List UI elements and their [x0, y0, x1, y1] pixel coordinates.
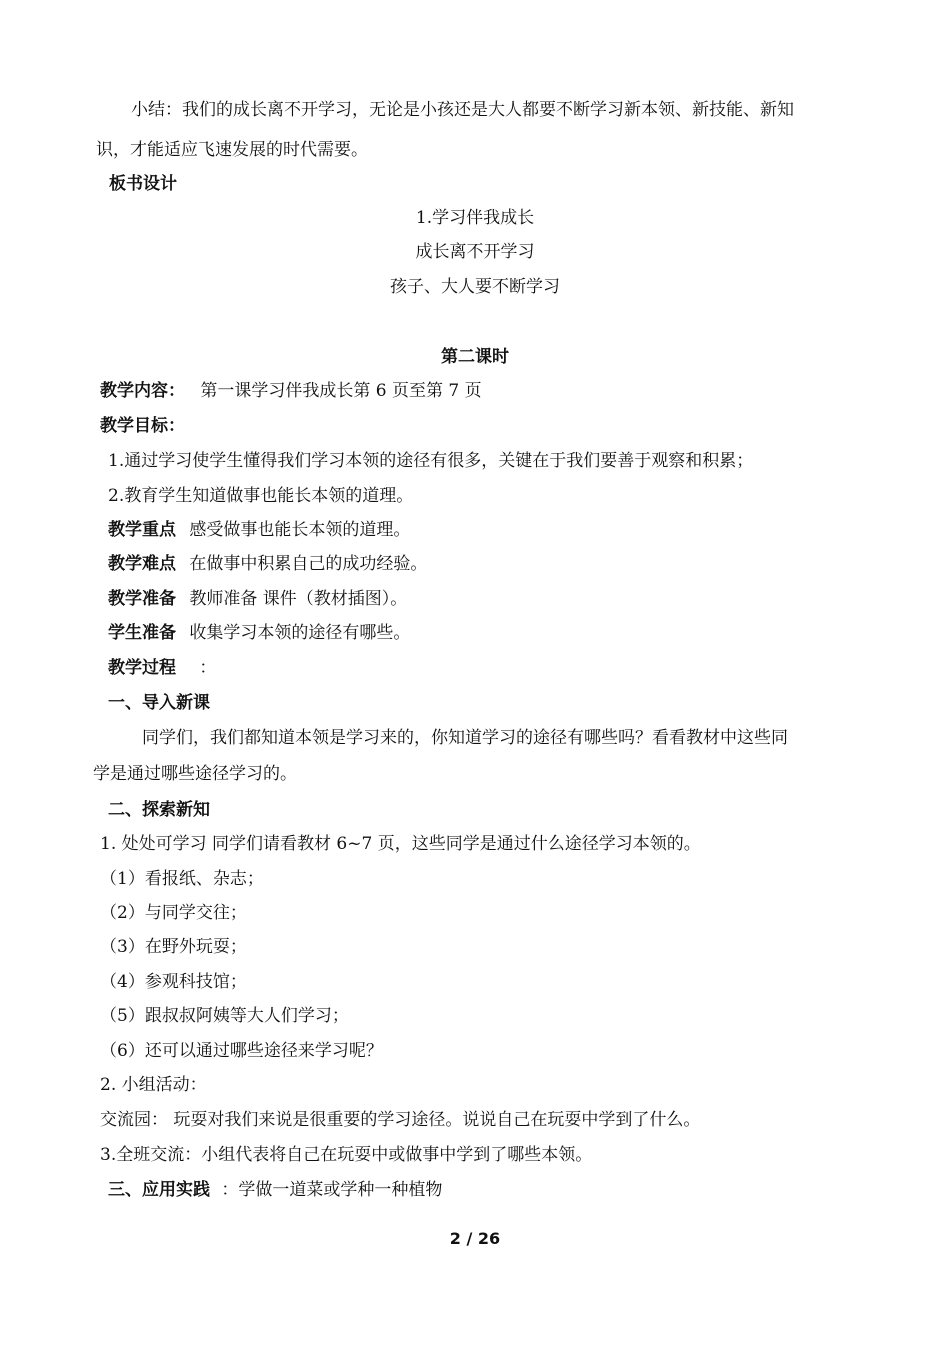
item-2: 2. 小组活动： — [100, 1075, 207, 1095]
difficulty-text: 在做事中积累自己的成功经验。 — [189, 554, 428, 574]
section-1-title: 一、导入新课 — [108, 693, 210, 713]
content-label: 教学内容： — [100, 381, 185, 401]
item-3: 3.全班交流：小组代表将自己在玩耍中或做事中学到了哪些本领。 — [100, 1145, 593, 1165]
section-3-text: ：学做一道菜或学种一种植物 — [221, 1180, 443, 1200]
key-row — [108, 519, 410, 541]
sub-item-6: （6）还可以通过哪些途径来学习呢？ — [100, 1041, 383, 1061]
sub-item-4: （4）参观科技馆； — [100, 972, 247, 992]
section-1-line-2: 学是通过哪些途径学习的。 — [93, 764, 297, 784]
student-prep-row — [108, 622, 410, 644]
prep-text: 教师准备 课件（教材插图）。 — [189, 589, 408, 609]
prep-row — [108, 588, 407, 610]
goals-label: 教学目标： — [100, 416, 185, 436]
content-text: 第一课学习伴我成长第 6 页至第 7 页 — [200, 381, 482, 401]
student-prep-text: 收集学习本领的途径有哪些。 — [189, 623, 411, 643]
section-1-line-1: 同学们，我们都知道本领是学习来的，你知道学习的途径有哪些吗？看看教材中这些同 — [142, 728, 788, 748]
sub-item-5: （5）跟叔叔阿姨等大人们学习； — [100, 1006, 349, 1026]
key-label: 教学重点 — [108, 520, 176, 540]
board-line-3: 孩子、大人要不断学习 — [390, 277, 560, 297]
board-design-heading: 板书设计 — [109, 174, 177, 194]
sub-item-1: （1）看报纸、杂志； — [100, 869, 264, 889]
process-colon: ： — [199, 658, 217, 678]
section-2-title: 二、探索新知 — [108, 800, 210, 820]
process-row — [108, 657, 216, 679]
lesson-title: 第二课时 — [441, 347, 509, 367]
page-number: 2 / 26 — [449, 1229, 501, 1248]
sub-item-2: （2）与同学交往； — [100, 903, 247, 923]
exchange-line: 交流园： 玩耍对我们来说是很重要的学习途径。说说自己在玩耍中学到了什么。 — [100, 1110, 701, 1130]
prep-label: 教学准备 — [108, 589, 176, 609]
content-row — [100, 380, 482, 402]
goal-1: 1.通过学习使学生懂得我们学习本领的途径有很多，关键在于我们要善于观察和积累； — [108, 451, 754, 471]
difficulty-row — [108, 553, 427, 575]
difficulty-label: 教学难点 — [108, 554, 176, 574]
goal-2: 2.教育学生知道做事也能长本领的道理。 — [108, 486, 414, 506]
item-1: 1. 处处可学习 同学们请看教材 6~7 页，这些同学是通过什么途径学习本领的。 — [100, 834, 701, 854]
summary-line-2: 识，才能适应飞速发展的时代需要。 — [96, 140, 368, 160]
sub-item-3: （3）在野外玩耍； — [100, 937, 247, 957]
process-label: 教学过程 — [108, 658, 176, 678]
board-line-1: 1.学习伴我成长 — [415, 208, 535, 228]
section-3-row — [108, 1179, 442, 1201]
student-prep-label: 学生准备 — [108, 623, 176, 643]
key-text: 感受做事也能长本领的道理。 — [189, 520, 411, 540]
board-line-2: 成长离不开学习 — [415, 242, 535, 262]
summary-line-1: 小结：我们的成长离不开学习，无论是小孩还是大人都要不断学习新本领、新技能、新知 — [131, 100, 794, 120]
section-3-title: 三、应用实践 — [108, 1180, 210, 1200]
